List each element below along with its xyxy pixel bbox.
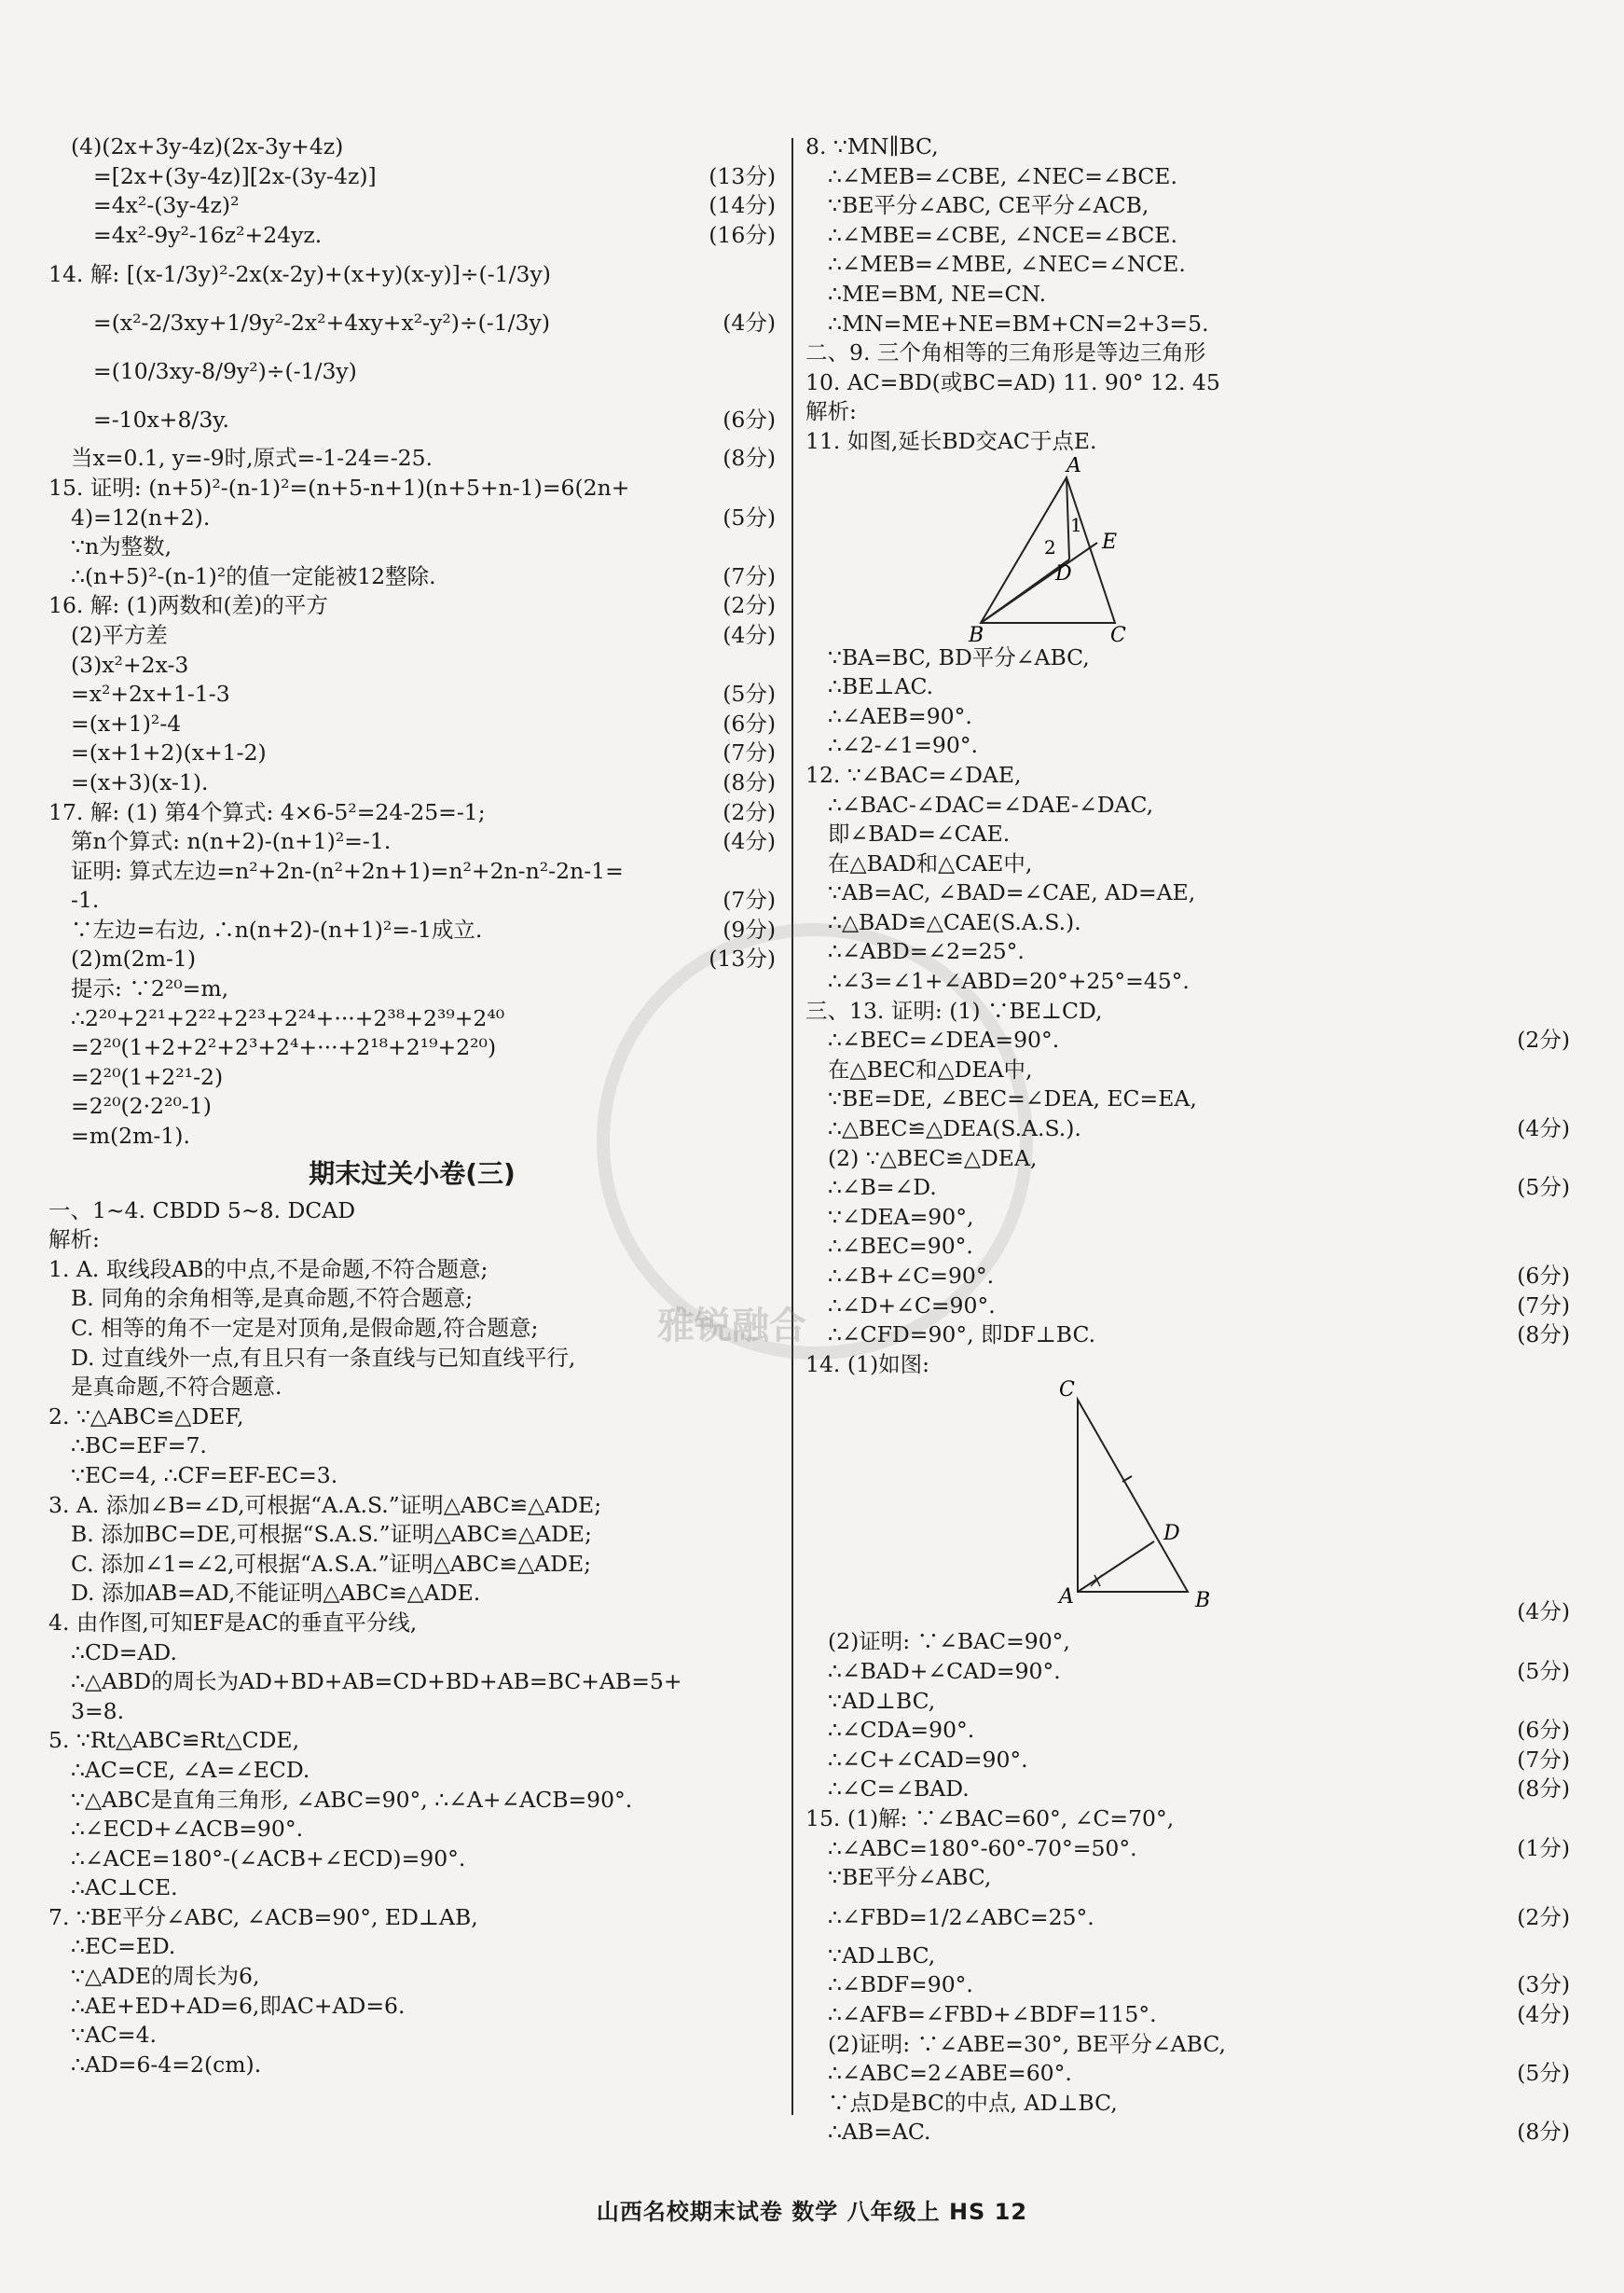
- text-line: [48, 132, 776, 162]
- line-text: ∴EC=ED.: [71, 1933, 176, 1960]
- score-label: (7分): [723, 562, 776, 589]
- line-text: (2)平方差: [71, 621, 168, 648]
- line-text: ∴∠C=∠BAD.: [828, 1775, 970, 1803]
- line-text: =x²+2x+1-1-3: [71, 681, 230, 708]
- line-text: ∵△ABC是直角三角形, ∠ABC=90°, ∴∠A+∠ACB=90°.: [71, 1786, 633, 1813]
- text-line: [48, 1609, 776, 1638]
- text-line: [48, 347, 776, 395]
- text-line: [48, 1122, 776, 1152]
- text-line: [805, 820, 1570, 850]
- line-text: 在△BEC和△DEA中,: [828, 1056, 1033, 1083]
- text-line: [48, 1402, 776, 1432]
- line-text: 4)=12(n+2).: [71, 504, 211, 531]
- text-line: [48, 945, 776, 974]
- text-line: [805, 1320, 1570, 1350]
- text-line: [805, 643, 1570, 673]
- right-column: [805, 132, 1570, 2148]
- score-label: (4分): [723, 310, 776, 337]
- text-line: [805, 1173, 1570, 1203]
- line-text: ∵左边=右边, ∴n(n+2)-(n+1)²=-1成立.: [71, 916, 483, 943]
- text-line: [48, 621, 776, 651]
- line-text: ∴∠BDF=90°.: [828, 1971, 973, 1998]
- text-line: [805, 1746, 1570, 1775]
- text-line: [805, 427, 1570, 457]
- text-line: [48, 886, 776, 916]
- line-text: 16. 解: (1)两数和(差)的平方: [48, 592, 328, 619]
- line-text: ∴∠MEB=∠MBE, ∠NEC=∠NCE.: [828, 251, 1186, 278]
- line-text: B. 添加BC=DE,可根据“S.A.S.”证明△ABC≌△ADE;: [71, 1521, 592, 1548]
- text-line: [805, 280, 1570, 310]
- score-label: (6分): [1517, 1717, 1570, 1744]
- text-line: [48, 1992, 776, 2022]
- text-line: [805, 1144, 1570, 1174]
- line-text: ∴∠3=∠1+∠ABD=20°+25°=45°.: [828, 968, 1190, 995]
- text-line: [805, 2030, 1570, 2060]
- score-label: (14分): [709, 192, 776, 219]
- text-line: [48, 1344, 776, 1374]
- text-line: [805, 672, 1570, 702]
- line-text: =2²⁰(2·2²⁰-1): [71, 1093, 212, 1120]
- line-text: =2²⁰(1+2+2²+2³+2⁴+···+2¹⁸+2¹⁹+2²⁰): [71, 1034, 497, 1061]
- text-line: [48, 504, 776, 533]
- line-text: D. 过直线外一点,有且只有一条直线与已知直线平行,: [71, 1344, 576, 1371]
- text-line: [48, 710, 776, 739]
- line-text: ∴∠2-∠1=90°.: [828, 732, 978, 759]
- text-line: [805, 1834, 1570, 1864]
- fig1-label-2: 2: [1044, 535, 1056, 559]
- text-line: [48, 1697, 776, 1727]
- line-text: B. 同角的余角相等,是真命题,不符合题意;: [71, 1285, 474, 1312]
- line-text: 17. 解: (1) 第4个算式: 4×6-5²=24-25=-1;: [48, 798, 486, 825]
- fig1-label-1: 1: [1070, 513, 1082, 536]
- score-label: (7分): [1517, 1292, 1570, 1319]
- line-text: ∵AD⊥BC,: [828, 1941, 936, 1968]
- line-text: ∴∠MBE=∠CBE, ∠NCE=∠BCE.: [828, 221, 1177, 248]
- text-line: [805, 1804, 1570, 1834]
- line-text: (2)m(2m-1): [71, 946, 197, 973]
- text-line: [48, 1196, 776, 1226]
- score-label: (7分): [1517, 1746, 1570, 1773]
- line-text: =m(2m-1).: [71, 1123, 190, 1150]
- line-text: ∴∠CFD=90°, 即DF⊥BC.: [828, 1321, 1096, 1348]
- line-text: 7. ∵BE平分∠ABC, ∠ACB=90°, ED⊥AB,: [48, 1903, 478, 1930]
- text-line: [805, 338, 1570, 368]
- text-line: [48, 191, 776, 221]
- text-line: [805, 1657, 1570, 1687]
- line-text: 2. ∵△ABC≌△DEF,: [48, 1402, 244, 1430]
- line-text: =-10x+8/3y.: [93, 407, 229, 434]
- fig1-label-B: B: [969, 623, 984, 643]
- figure-14-svg: [1057, 1379, 1337, 1627]
- text-line: [805, 850, 1570, 879]
- line-text: ∵△ADE的周长为6,: [71, 1963, 260, 1990]
- line-text: ∵n为整数,: [71, 533, 172, 560]
- score-label: (13分): [709, 946, 776, 973]
- watermark-brand: 雅锐融合: [657, 1305, 806, 1347]
- score-label: (5分): [1517, 2060, 1570, 2087]
- text-line: [48, 1004, 776, 1034]
- line-text: =(x+1)²-4: [71, 710, 182, 737]
- text-line: [805, 132, 1570, 162]
- text-line: [48, 974, 776, 1004]
- fig2-label-C: C: [1059, 1379, 1075, 1402]
- score-label: (4分): [723, 621, 776, 648]
- line-text: ∴∠FBD=1/2∠ABC=25°.: [828, 1903, 1094, 1930]
- line-text: 15. 证明: (n+5)²-(n-1)²=(n+5-n+1)(n+5+n-1)=6(2n+: [48, 474, 630, 501]
- line-text: 在△BAD和△CAE中,: [828, 850, 1033, 877]
- right-block-a: [805, 132, 1570, 457]
- line-text: 提示: ∵2²⁰=m,: [71, 975, 229, 1002]
- line-text: 15. (1)解: ∵∠BAC=60°, ∠C=70°,: [805, 1804, 1175, 1831]
- fig1-label-E: E: [1102, 530, 1118, 554]
- text-line: [48, 1962, 776, 1992]
- text-line: [805, 162, 1570, 192]
- text-line: [48, 221, 776, 251]
- text-line: [48, 1726, 776, 1756]
- line-text: C. 添加∠1=∠2,可根据“A.S.A.”证明△ABC≌△ADE;: [71, 1550, 592, 1577]
- line-text: ∵点D是BC的中点, AD⊥BC,: [828, 2089, 1118, 2116]
- text-line: [48, 857, 776, 887]
- fig2-label-D: D: [1163, 1522, 1180, 1546]
- line-text: ∴∠ABD=∠2=25°.: [828, 938, 1025, 965]
- line-text: =[2x+(3y-4z)][2x-(3y-4z)]: [93, 162, 377, 189]
- line-text: ∴BE⊥AC.: [828, 673, 934, 700]
- text-line: [48, 298, 776, 347]
- line-text: ∴△ABD的周长为AD+BD+AB=CD+BD+AB=BC+AB=5+: [71, 1668, 682, 1695]
- line-text: ∴(n+5)²-(n-1)²的值一定能被12整除.: [71, 562, 436, 589]
- text-line: [48, 1255, 776, 1285]
- line-text: ∴AC=CE, ∠A=∠ECD.: [71, 1756, 310, 1783]
- figure-11: [805, 457, 1570, 643]
- text-line: [805, 1716, 1570, 1746]
- score-label: (7分): [723, 739, 776, 767]
- text-line: [48, 395, 776, 444]
- text-line: [805, 1262, 1570, 1292]
- text-line: [805, 250, 1570, 280]
- line-text: 8. ∵MN∥BC,: [805, 133, 939, 159]
- score-label: (8分): [1517, 1321, 1570, 1348]
- text-line: [805, 2000, 1570, 2030]
- score-label: (4分): [1517, 2000, 1570, 2027]
- line-text: ∴∠C+∠CAD=90°.: [828, 1746, 1028, 1773]
- line-text: ∴△BEC≌△DEA(S.A.S.).: [828, 1115, 1081, 1142]
- line-text: ∵AD⊥BC,: [828, 1687, 936, 1714]
- score-label: (2分): [1517, 1903, 1570, 1930]
- line-text: ∴AD=6-4=2(cm).: [71, 2051, 262, 2078]
- text-line: [48, 1314, 776, 1344]
- line-text: =2²⁰(1+2²¹-2): [71, 1063, 224, 1090]
- line-text: 当x=0.1, y=-9时,原式=-1-24=-25.: [71, 445, 434, 472]
- line-text: 二、9. 三个角相等的三角形是等边三角形: [805, 339, 1206, 366]
- score-label: (5分): [723, 681, 776, 708]
- text-line: [48, 651, 776, 681]
- text-line: [805, 1627, 1570, 1657]
- text-line: [805, 908, 1570, 938]
- line-text: ∴AE+ED+AD=6,即AC+AD=6.: [71, 1992, 406, 2019]
- text-line: [48, 1756, 776, 1786]
- text-line: [805, 368, 1570, 398]
- text-line: [48, 474, 776, 504]
- line-text: ∴∠MEB=∠CBE, ∠NEC=∠BCE.: [828, 162, 1177, 189]
- text-line: [48, 1932, 776, 1962]
- score-label: (8分): [723, 768, 776, 795]
- right-block-b: [805, 643, 1570, 1380]
- score-label: (8分): [723, 445, 776, 472]
- text-line: [48, 739, 776, 768]
- line-text: ∴∠AFB=∠FBD+∠BDF=115°.: [828, 2000, 1157, 2027]
- line-text: ∴△BAD≌△CAE(S.A.S.).: [828, 908, 1081, 935]
- line-text: ∵BE平分∠ABC, CE平分∠ACB,: [828, 192, 1149, 219]
- text-line: [48, 1873, 776, 1903]
- score-label: (5分): [1517, 1657, 1570, 1684]
- text-line: [805, 878, 1570, 908]
- text-line: [48, 1461, 776, 1491]
- text-line: [48, 1225, 776, 1255]
- score-label: (6分): [1517, 1263, 1570, 1289]
- text-line: [805, 1203, 1570, 1233]
- line-text: ∴AC⊥CE.: [71, 1874, 178, 1901]
- text-line: [805, 791, 1570, 821]
- line-text: 是真命题,不符合题意.: [71, 1374, 282, 1401]
- line-text: 14. (1)如图:: [805, 1350, 930, 1377]
- left-column: [48, 132, 776, 2079]
- line-text: 即∠BAD=∠CAE.: [828, 821, 1011, 848]
- text-line: [48, 798, 776, 828]
- score-label: (2分): [723, 798, 776, 825]
- figure-11-svg: [927, 457, 1300, 643]
- text-line: [48, 444, 776, 474]
- text-line: [48, 1152, 776, 1196]
- text-line: [48, 1373, 776, 1402]
- text-line: [805, 1232, 1570, 1262]
- text-line: [805, 702, 1570, 732]
- line-text: ∵BE平分∠ABC,: [828, 1864, 992, 1891]
- line-text: 14. 解: [(x-1/3y)²-2x(x-2y)+(x+y)(x-y)]÷(-1/3y): [48, 261, 551, 288]
- score-label: (1分): [1517, 1834, 1570, 1861]
- line-text: ∴BC=EF=7.: [71, 1432, 207, 1459]
- line-text: ∵AB=AC, ∠BAD=∠CAE, AD=AE,: [828, 879, 1196, 906]
- line-text: C. 相等的角不一定是对顶角,是假命题,符合题意;: [71, 1315, 539, 1341]
- line-text: 11. 如图,延长BD交AC于点E.: [805, 427, 1097, 454]
- line-text: ∴CD=AD.: [71, 1638, 177, 1665]
- text-line: [48, 1667, 776, 1697]
- line-text: (2)证明: ∵∠BAC=90°,: [828, 1628, 1070, 1655]
- text-line: [805, 997, 1570, 1027]
- line-text: 3. A. 添加∠B=∠D,可根据“A.A.S.”证明△ABC≌△ADE;: [48, 1491, 602, 1518]
- text-line: [805, 967, 1570, 997]
- text-line: [805, 1863, 1570, 1893]
- score-label: (2分): [723, 592, 776, 619]
- line-text: ∴∠BAC-∠DAC=∠DAE-∠DAC,: [828, 791, 1154, 818]
- text-line: [48, 1550, 776, 1580]
- line-text: D. 添加AB=AD,不能证明△ABC≌△ADE.: [71, 1580, 481, 1607]
- line-text: ∴∠BAD+∠CAD=90°.: [828, 1657, 1061, 1684]
- score-label: (8分): [1517, 1775, 1570, 1803]
- line-text: ∴∠AEB=90°.: [828, 702, 972, 729]
- text-line: [48, 562, 776, 592]
- line-text: (2)证明: ∵∠ABE=30°, BE平分∠ABC,: [828, 2030, 1226, 2057]
- text-line: [805, 1893, 1570, 1941]
- fig1-label-A: A: [1067, 456, 1081, 477]
- text-line: [805, 221, 1570, 251]
- line-text: 期末过关小卷(三): [309, 1157, 516, 1189]
- line-text: =(x²-2/3xy+1/9y²-2x²+4xy+x²-y²)÷(-1/3y): [93, 310, 551, 337]
- text-line: [48, 1638, 776, 1668]
- line-text: ∴∠ABC=180°-60°-70°=50°.: [828, 1834, 1137, 1861]
- column-divider: [791, 138, 793, 2115]
- right-block-c: [805, 1627, 1570, 2148]
- line-text: =(10/3xy-8/9y²)÷(-1/3y): [93, 358, 357, 385]
- score-label: (5分): [1517, 1174, 1570, 1201]
- text-line: [805, 1941, 1570, 1971]
- text-line: [805, 1056, 1570, 1085]
- text-line: [48, 1063, 776, 1093]
- text-line: [48, 532, 776, 562]
- text-line: [48, 2021, 776, 2051]
- text-line: [805, 761, 1570, 791]
- text-line: [48, 1491, 776, 1521]
- score-label: (7分): [723, 887, 776, 914]
- text-line: [805, 310, 1570, 339]
- figure-14: [805, 1379, 1570, 1627]
- text-line: [805, 731, 1570, 761]
- text-line: [48, 1815, 776, 1844]
- line-text: ∴AB=AC.: [828, 2119, 931, 2146]
- text-line: [805, 1775, 1570, 1804]
- text-line: [805, 2059, 1570, 2089]
- text-line: [48, 162, 776, 192]
- line-text: ∴∠CDA=90°.: [828, 1717, 975, 1744]
- line-text: =(x+1+2)(x+1-2): [71, 739, 267, 767]
- figure-14-score: (4分): [1517, 1598, 1570, 1625]
- score-label: (9分): [723, 916, 776, 943]
- text-line: [805, 1687, 1570, 1717]
- line-text: ∵BA=BC, BD平分∠ABC,: [828, 643, 1090, 670]
- score-label: (4分): [723, 828, 776, 855]
- line-text: =(x+3)(x-1).: [71, 768, 209, 795]
- fig1-label-C: C: [1110, 623, 1126, 643]
- line-text: 三、13. 证明: (1) ∵BE⊥CD,: [805, 997, 1103, 1024]
- line-text: ∵EC=4, ∴CF=EF-EC=3.: [71, 1461, 338, 1488]
- line-text: -1.: [71, 887, 100, 914]
- line-text: =4x²-(3y-4z)²: [93, 192, 240, 219]
- text-line: [805, 1292, 1570, 1321]
- text-line: [48, 680, 776, 710]
- text-line: [48, 1092, 776, 1122]
- text-line: [48, 1903, 776, 1933]
- line-text: ∵BE=DE, ∠BEC=∠DEA, EC=EA,: [828, 1085, 1197, 1112]
- fig1-label-D: D: [1055, 561, 1072, 586]
- line-text: ∴∠ABC=2∠ABE=60°.: [828, 2060, 1072, 2087]
- line-text: 4. 由作图,可知EF是AC的垂直平分线,: [48, 1609, 418, 1636]
- line-text: 3=8.: [71, 1697, 125, 1724]
- text-line: [48, 250, 776, 298]
- fig2-label-B: B: [1195, 1589, 1211, 1613]
- score-label: (3分): [1517, 1971, 1570, 1998]
- line-text: 1. A. 取线段AB的中点,不是命题,不符合题意;: [48, 1255, 489, 1282]
- line-text: =4x²-9y²-16z²+24yz.: [93, 221, 323, 248]
- line-text: ∴∠B+∠C=90°.: [828, 1263, 995, 1289]
- line-text: (2) ∵△BEC≌△DEA,: [828, 1144, 1038, 1171]
- line-text: ∴∠ACE=180°-(∠ACB+∠ECD)=90°.: [71, 1844, 466, 1872]
- line-text: ∴∠D+∠C=90°.: [828, 1292, 996, 1319]
- text-line: [48, 1284, 776, 1314]
- score-label: (6分): [723, 407, 776, 434]
- line-text: 解析:: [805, 398, 857, 425]
- text-line: [805, 937, 1570, 967]
- text-line: [48, 1431, 776, 1461]
- score-label: (5分): [723, 504, 776, 531]
- score-label: (2分): [1517, 1027, 1570, 1054]
- text-line: [805, 1350, 1570, 1380]
- line-text: ∴2²⁰+2²¹+2²²+2²³+2²⁴+···+2³⁸+2³⁹+2⁴⁰: [71, 1004, 505, 1031]
- text-line: [48, 591, 776, 621]
- line-text: 10. AC=BD(或BC=AD) 11. 90° 12. 45: [805, 368, 1220, 395]
- score-label: (13分): [709, 162, 776, 189]
- line-text: ∵AC=4.: [71, 2022, 158, 2049]
- score-label: (8分): [1517, 2119, 1570, 2146]
- text-line: [805, 2118, 1570, 2148]
- text-line: [805, 1084, 1570, 1114]
- line-text: ∴∠BEC=∠DEA=90°.: [828, 1027, 1060, 1054]
- text-line: [48, 1033, 776, 1063]
- line-text: ∴∠BEC=90°.: [828, 1233, 973, 1260]
- line-text: 证明: 算式左边=n²+2n-(n²+2n+1)=n²+2n-n²-2n-1=: [71, 857, 624, 884]
- text-line: [805, 2089, 1570, 2119]
- text-line: [805, 397, 1570, 427]
- text-line: [805, 1970, 1570, 2000]
- line-text: (3)x²+2x-3: [71, 651, 189, 678]
- score-label: (4分): [1517, 1115, 1570, 1142]
- fig2-label-A: A: [1059, 1585, 1074, 1609]
- text-line: [48, 2051, 776, 2080]
- text-line: [805, 191, 1570, 221]
- line-text: 5. ∵Rt△ABC≌Rt△CDE,: [48, 1727, 300, 1754]
- score-label: (16分): [709, 221, 776, 248]
- line-text: ∵∠DEA=90°,: [828, 1203, 974, 1230]
- text-line: [48, 1579, 776, 1609]
- score-label: (6分): [723, 710, 776, 737]
- line-text: ∴∠B=∠D.: [828, 1174, 937, 1201]
- line-text: ∴MN=ME+NE=BM+CN=2+3=5.: [828, 310, 1209, 337]
- text-line: [48, 1520, 776, 1550]
- line-text: ∴ME=BM, NE=CN.: [828, 280, 1047, 307]
- text-line: [805, 1114, 1570, 1144]
- text-line: [805, 1026, 1570, 1056]
- text-line: [48, 768, 776, 798]
- line-text: 解析:: [48, 1226, 100, 1253]
- line-text: 12. ∵∠BAC=∠DAE,: [805, 761, 1022, 788]
- text-line: [48, 1786, 776, 1816]
- text-line: [48, 827, 776, 857]
- line-text: (4)(2x+3y-4z)(2x-3y+4z): [71, 133, 344, 159]
- line-text: ∴∠ECD+∠ACB=90°.: [71, 1816, 304, 1843]
- line-text: 第n个算式: n(n+2)-(n+1)²=-1.: [71, 828, 392, 855]
- text-line: [48, 1844, 776, 1874]
- line-text: 一、1~4. CBDD 5~8. DCAD: [48, 1196, 356, 1223]
- text-line: [48, 916, 776, 946]
- page-footer: 山西名校期末试卷 数学 八年级上 HS 12: [596, 2199, 1028, 2225]
